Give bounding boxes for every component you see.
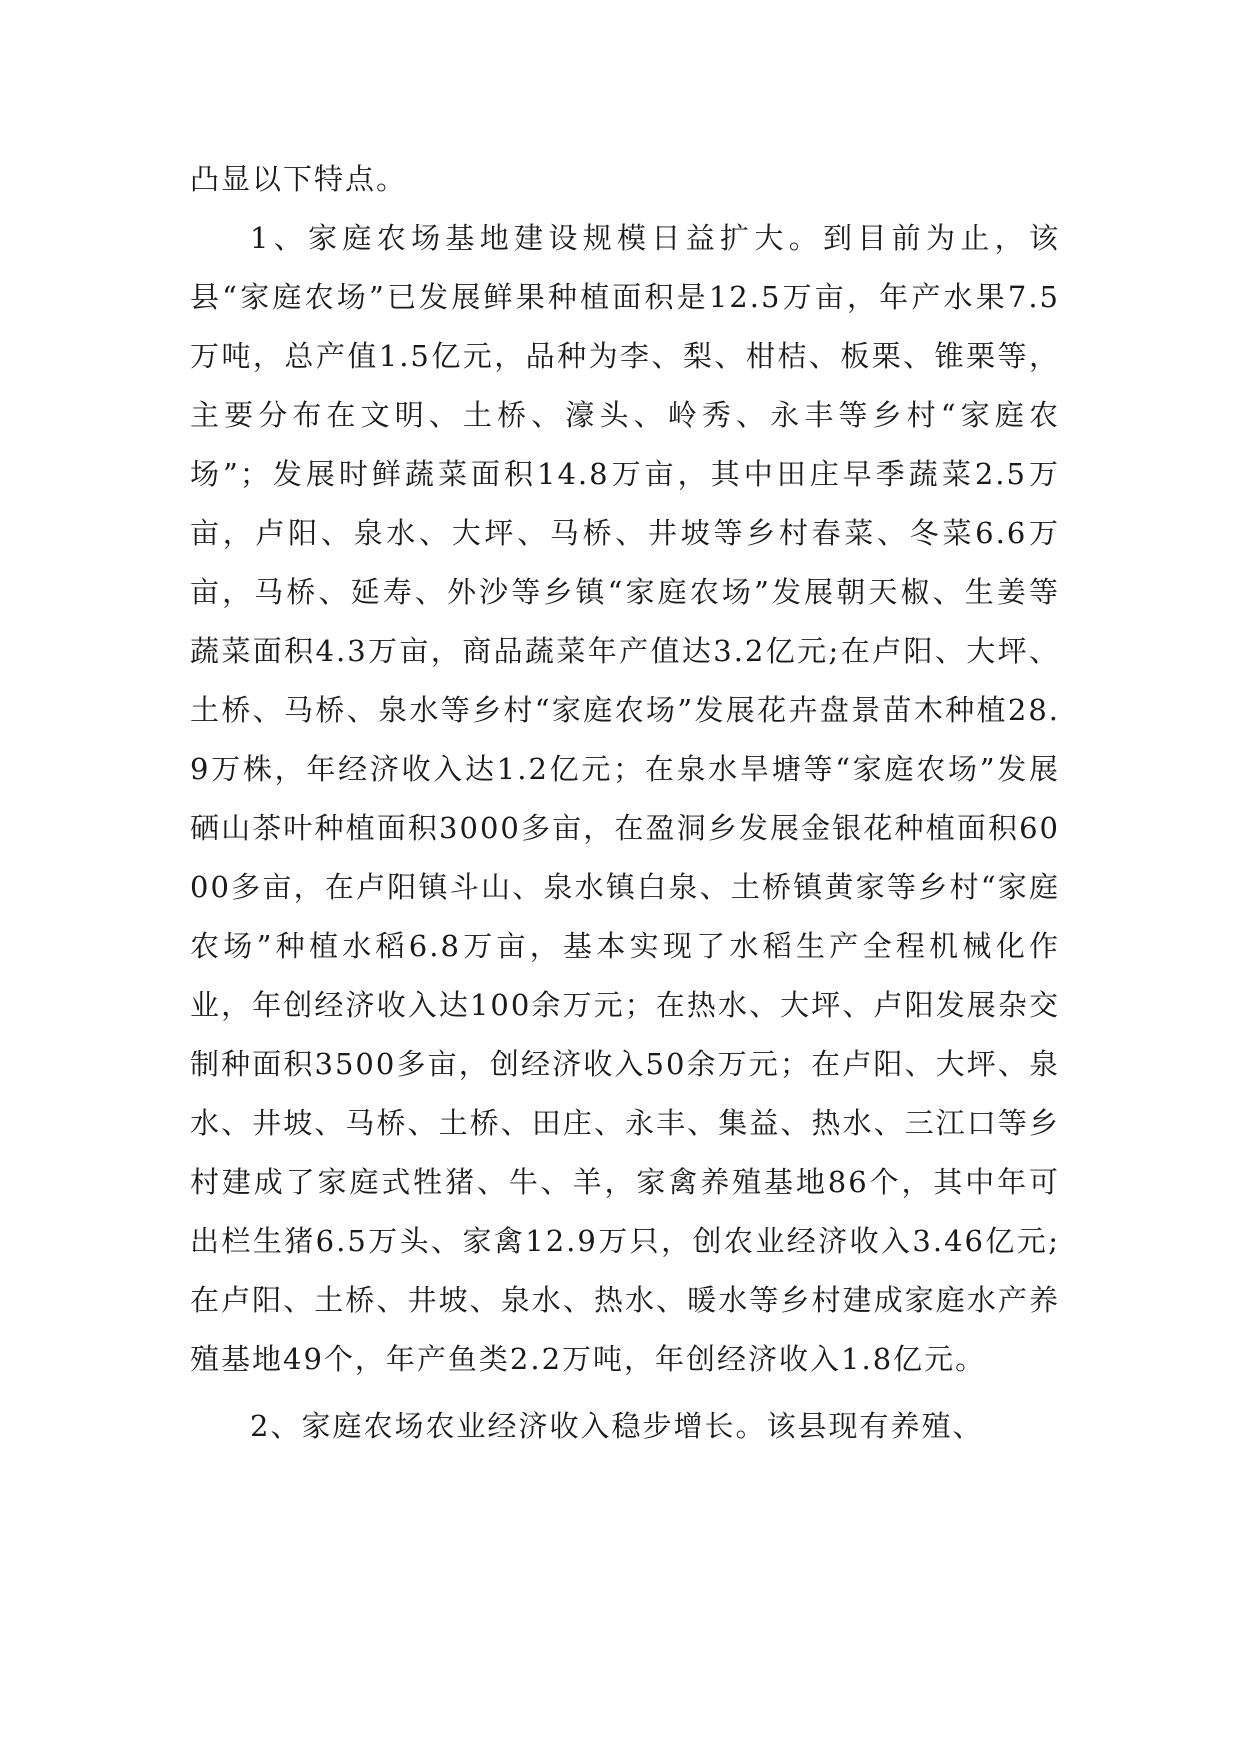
paragraph-family-farm-scale: 1、家庭农场基地建设规模日益扩大。到目前为止，该县“家庭农场”已发展鲜果种植面积是12.5万亩，年产水果7.5万吨，总产值1.5亿元，品种为李、梨、柑桔、板栗、锥栗等，主要分布在文明、土桥、濠头、岭秀、永丰等乡村“家庭农场”；发展时鲜蔬菜面积14.8万亩，其中田庄早季蔬菜2.5万亩，卢阳、泉水、大坪、马桥、井坡等乡村春菜、冬菜6.6万亩，马桥、延寿、外沙等乡镇“家庭农场”发展朝天椒、生姜等蔬菜面积4.3万亩，商品蔬菜年产值达3.2亿元;在卢阳、大坪、土桥、马桥、泉水等乡村“家庭农场”发展花卉盘景苗木种植28.9万株，年经济收入达1.2亿元；在泉水旱塘等“家庭农场”发展硒山茶叶种植面积3000多亩，在盈洞乡发展金银花种植面积6000多亩，在卢阳镇斗山、泉水镇白泉、土桥镇黄家等乡村“家庭农场”种植水稻6.8万亩，基本实现了水稻生产全程机械化作业，年创经济收入达100余万元；在热水、大坪、卢阳发展杂交制种面积3500多亩，创经济收入50余万元；在卢阳、大坪、泉水、井坡、马桥、土桥、田庄、永丰、集益、热水、三江口等乡村建成了家庭式牲猪、牛、羊，家禽养殖基地86个，其中年可出栏生猪6.5万头、家禽12.9万只，创农业经济收入3.46亿元;在卢阳、土桥、井坡、泉水、热水、暖水等乡村建成家庭水产养殖基地49个，年产鱼类2.2万吨，年创经济收入1.8亿元。 xyxy=(190,221,1060,1376)
paragraph-family-farm-income: 2、家庭农场农业经济收入稳步增长。该县现有养殖、 xyxy=(250,1409,984,1443)
paragraph-continuation: 凸显以下特点。 xyxy=(190,162,408,196)
document-page xyxy=(190,150,1060,1456)
